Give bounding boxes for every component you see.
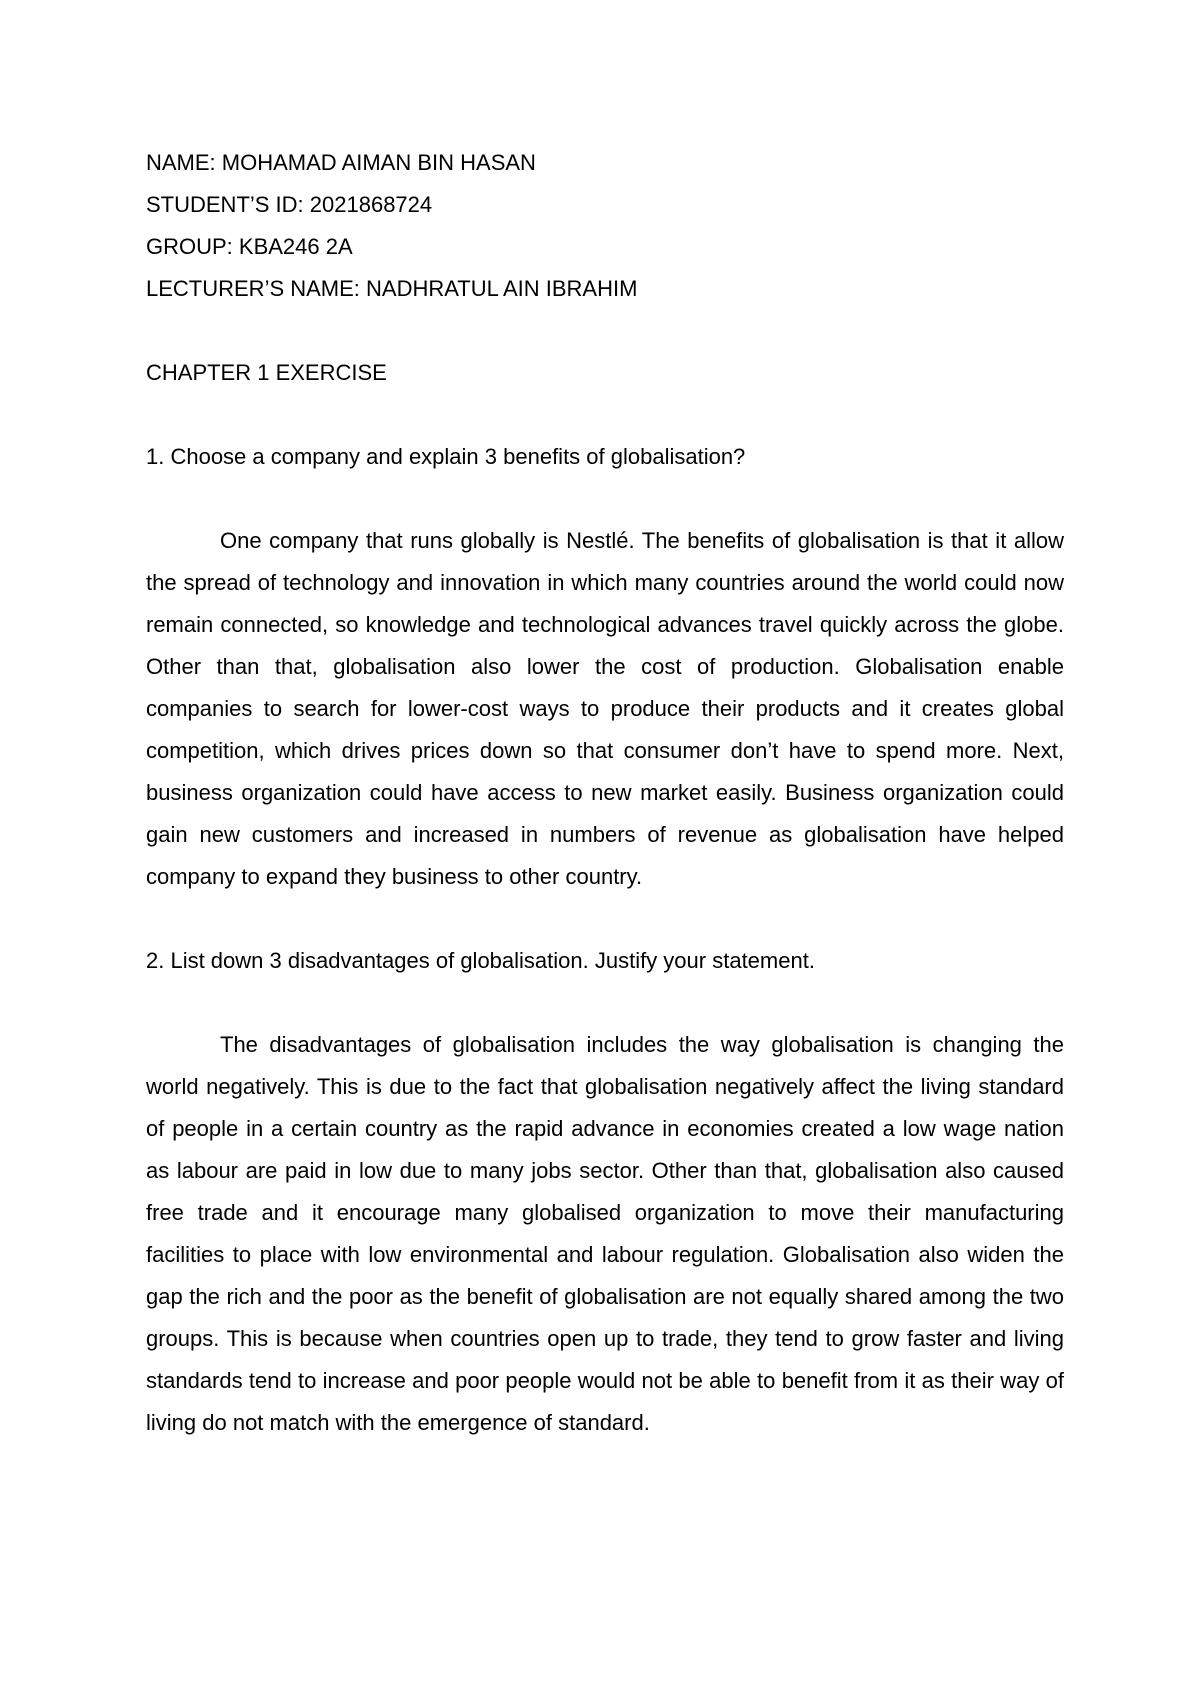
- lecturer-name: LECTURER’S NAME: NADHRATUL AIN IBRAHIM: [146, 276, 638, 301]
- student-group: GROUP: KBA246 2A: [146, 234, 353, 259]
- chapter-title: CHAPTER 1 EXERCISE: [146, 360, 387, 385]
- answer-2: The disadvantages of globalisation includes the way globalisation is changing the world negatively. This is due to the fact that globalisation negatively affect the living standard of people in a certain country as the rapid advance in economies created a low wage nation as labour are paid in low due to many jobs sector. Other than that, globalisation also caused free trade and it encourage many globalised organization to move their manufacturing facilities to place with low environmental and labour regulation. Globalisation also widen the gap the rich and the poor as the benefit of globalisation are not equally shared among the two groups. This is because when countries open up to trade, they tend to grow faster and living standards tend to increase and poor people would not be able to benefit from it as their way of living do not match with the emergence of standard.: [146, 1032, 1064, 1435]
- answer-1: One company that runs globally is Nestlé. The benefits of globalisation is that it allow the spread of technology and innovation in which many countries around the world could now remain connected, so knowledge and technological advances travel quickly across the globe. Other than that, globalisation also lower the cost of production. Globalisation enable companies to search for lower-cost ways to produce their products and it creates global competition, which drives prices down so that consumer don’t have to spend more. Next, business organization could have access to new market easily. Business organization could gain new customers and increased in numbers of revenue as globalisation have helped company to expand they business to other country.: [146, 528, 1064, 889]
- document-content: [146, 142, 1064, 1444]
- student-info-block: [146, 142, 1064, 310]
- question-2: 2. List down 3 disadvantages of globalisation. Justify your statement.: [146, 948, 815, 973]
- student-id: STUDENT’S ID: 2021868724: [146, 192, 433, 217]
- question-1: 1. Choose a company and explain 3 benefits of globalisation?: [146, 444, 746, 469]
- student-name: NAME: MOHAMAD AIMAN BIN HASAN: [146, 150, 536, 175]
